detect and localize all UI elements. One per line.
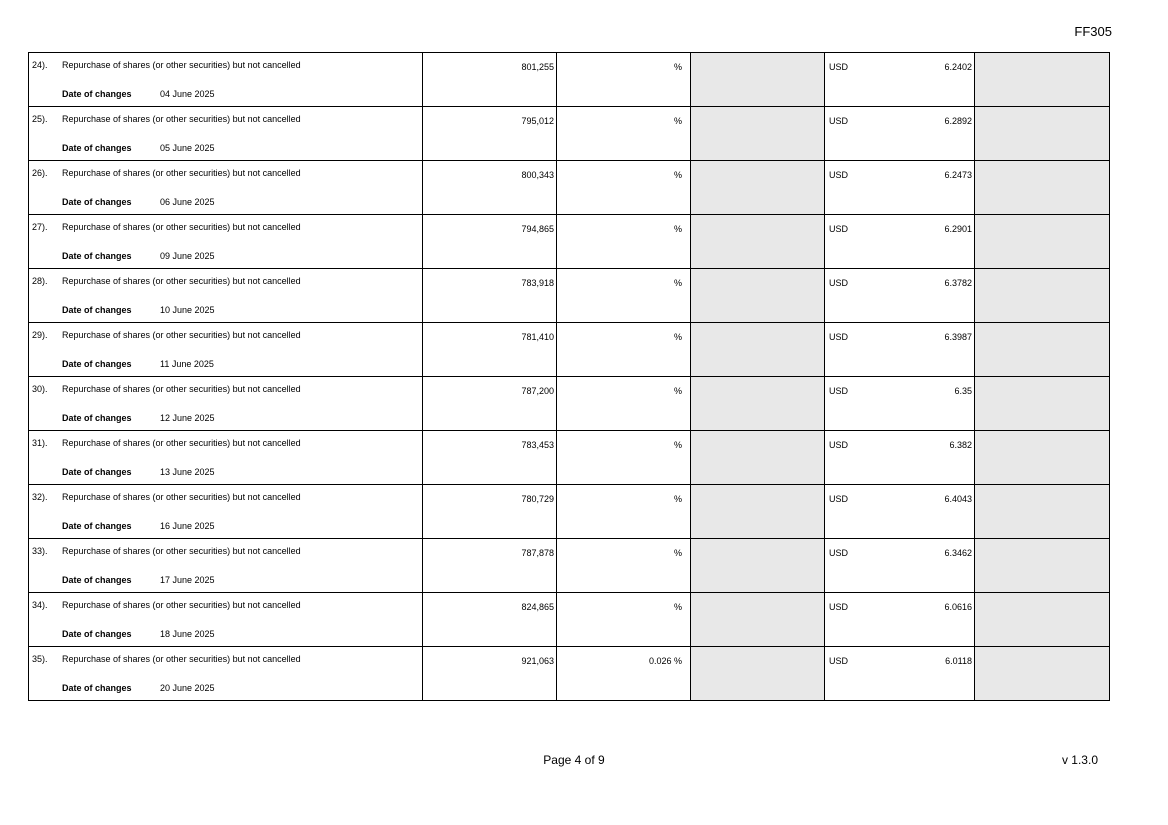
table-body <box>29 53 1110 701</box>
shares-cell <box>423 215 557 269</box>
shaded-cell <box>975 377 1110 431</box>
row-sequence: 29). <box>32 330 48 340</box>
percent-cell <box>557 377 691 431</box>
shares-cell <box>423 161 557 215</box>
date-of-changes-label: Date of changes <box>62 683 132 693</box>
description-cell <box>29 377 423 431</box>
table-row <box>29 539 1110 593</box>
row-sequence: 27). <box>32 222 48 232</box>
shaded-cell <box>691 269 825 323</box>
description-cell <box>29 431 423 485</box>
table-row <box>29 377 1110 431</box>
shares-value: 801,255 <box>521 62 554 72</box>
row-sequence: 26). <box>32 168 48 178</box>
shares-cell <box>423 485 557 539</box>
shares-cell <box>423 53 557 107</box>
description-cell <box>29 323 423 377</box>
price-value: 6.2473 <box>944 170 972 180</box>
shares-value: 800,343 <box>521 170 554 180</box>
price-value: 6.3782 <box>944 278 972 288</box>
description-cell <box>29 107 423 161</box>
row-sequence: 33). <box>32 546 48 556</box>
price-value: 6.2901 <box>944 224 972 234</box>
shaded-cell <box>975 323 1110 377</box>
description-cell <box>29 539 423 593</box>
shaded-cell <box>691 215 825 269</box>
table-row <box>29 161 1110 215</box>
currency-value: USD <box>829 602 849 612</box>
share-changes-table <box>28 52 1110 701</box>
shares-value: 824,865 <box>521 602 554 612</box>
date-of-changes-value: 11 June 2025 <box>160 359 214 369</box>
date-of-changes-label: Date of changes <box>62 467 132 477</box>
price-value: 6.2892 <box>944 116 972 126</box>
percent-value: % <box>673 224 682 234</box>
shares-cell <box>423 377 557 431</box>
date-of-changes-label: Date of changes <box>62 143 132 153</box>
description-cell <box>29 161 423 215</box>
shares-cell <box>423 647 557 701</box>
shares-value: 780,729 <box>521 494 554 504</box>
table-row <box>29 593 1110 647</box>
version-label: v 1.3.0 <box>1061 753 1098 767</box>
currency-cell <box>825 269 975 323</box>
percent-value: % <box>673 548 682 558</box>
currency-value: USD <box>829 494 849 504</box>
shares-cell <box>423 593 557 647</box>
shaded-cell <box>691 377 825 431</box>
shares-cell <box>423 323 557 377</box>
event-description: Repurchase of shares (or other securities) but not cancelled <box>62 276 301 286</box>
shaded-cell <box>691 107 825 161</box>
percent-cell <box>557 431 691 485</box>
shaded-cell <box>691 485 825 539</box>
currency-cell <box>825 53 975 107</box>
shaded-cell <box>975 593 1110 647</box>
date-of-changes-value: 04 June 2025 <box>160 89 215 99</box>
currency-value: USD <box>829 386 849 396</box>
description-cell <box>29 215 423 269</box>
event-description: Repurchase of shares (or other securities) but not cancelled <box>62 384 301 394</box>
table-row <box>29 215 1110 269</box>
currency-value: USD <box>829 440 849 450</box>
currency-cell <box>825 593 975 647</box>
date-of-changes-label: Date of changes <box>62 521 132 531</box>
currency-cell <box>825 377 975 431</box>
date-of-changes-value: 13 June 2025 <box>160 467 215 477</box>
shares-value: 921,063 <box>521 656 554 666</box>
shaded-cell <box>975 215 1110 269</box>
percent-value: % <box>673 62 682 72</box>
table-row <box>29 323 1110 377</box>
percent-value: % <box>673 494 682 504</box>
date-of-changes-label: Date of changes <box>62 629 132 639</box>
shares-value: 787,878 <box>521 548 554 558</box>
date-of-changes-value: 17 June 2025 <box>160 575 215 585</box>
shaded-cell <box>691 161 825 215</box>
date-of-changes-value: 09 June 2025 <box>160 251 215 261</box>
event-description: Repurchase of shares (or other securities) but not cancelled <box>62 60 301 70</box>
currency-value: USD <box>829 170 849 180</box>
shaded-cell <box>975 161 1110 215</box>
date-of-changes-label: Date of changes <box>62 89 132 99</box>
percent-value: % <box>673 332 682 342</box>
shares-cell <box>423 539 557 593</box>
shares-value: 783,918 <box>521 278 554 288</box>
currency-cell <box>825 161 975 215</box>
percent-value: % <box>673 116 682 126</box>
price-value: 6.3987 <box>944 332 972 342</box>
description-cell <box>29 269 423 323</box>
date-of-changes-value: 05 June 2025 <box>160 143 215 153</box>
percent-value: % <box>673 170 682 180</box>
currency-value: USD <box>829 278 849 288</box>
percent-cell <box>557 53 691 107</box>
shares-cell <box>423 431 557 485</box>
description-cell <box>29 53 423 107</box>
event-description: Repurchase of shares (or other securities) but not cancelled <box>62 654 301 664</box>
shaded-cell <box>975 269 1110 323</box>
event-description: Repurchase of shares (or other securities) but not cancelled <box>62 546 301 556</box>
date-of-changes-value: 16 June 2025 <box>160 521 215 531</box>
percent-cell <box>557 161 691 215</box>
percent-cell <box>557 593 691 647</box>
percent-cell <box>557 647 691 701</box>
date-of-changes-label: Date of changes <box>62 305 132 315</box>
event-description: Repurchase of shares (or other securities) but not cancelled <box>62 222 301 232</box>
shares-value: 783,453 <box>521 440 554 450</box>
shaded-cell <box>975 539 1110 593</box>
percent-cell <box>557 107 691 161</box>
date-of-changes-value: 18 June 2025 <box>160 629 215 639</box>
row-sequence: 35). <box>32 654 48 664</box>
currency-cell <box>825 215 975 269</box>
row-sequence: 28). <box>32 276 48 286</box>
shaded-cell <box>975 53 1110 107</box>
currency-value: USD <box>829 62 849 72</box>
currency-cell <box>825 323 975 377</box>
currency-cell <box>825 485 975 539</box>
table-row <box>29 647 1110 701</box>
date-of-changes-label: Date of changes <box>62 359 132 369</box>
event-description: Repurchase of shares (or other securities) but not cancelled <box>62 168 301 178</box>
currency-cell <box>825 647 975 701</box>
table-row <box>29 107 1110 161</box>
shaded-cell <box>691 323 825 377</box>
table-row <box>29 53 1110 107</box>
price-value: 6.382 <box>949 440 972 450</box>
price-value: 6.4043 <box>944 494 972 504</box>
date-of-changes-label: Date of changes <box>62 251 132 261</box>
percent-value: % <box>673 386 682 396</box>
table-row <box>29 485 1110 539</box>
percent-cell <box>557 269 691 323</box>
table-row <box>29 269 1110 323</box>
price-value: 6.2402 <box>944 62 972 72</box>
event-description: Repurchase of shares (or other securities) but not cancelled <box>62 492 301 502</box>
currency-cell <box>825 539 975 593</box>
percent-cell <box>557 323 691 377</box>
row-sequence: 31). <box>32 438 48 448</box>
percent-cell <box>557 215 691 269</box>
shaded-cell <box>691 539 825 593</box>
currency-cell <box>825 107 975 161</box>
date-of-changes-value: 20 June 2025 <box>160 683 215 693</box>
event-description: Repurchase of shares (or other securities) but not cancelled <box>62 114 301 124</box>
description-cell <box>29 647 423 701</box>
currency-value: USD <box>829 332 849 342</box>
shaded-cell <box>975 431 1110 485</box>
percent-value: 0.026 % <box>648 656 682 666</box>
shaded-cell <box>975 107 1110 161</box>
description-cell <box>29 485 423 539</box>
row-sequence: 30). <box>32 384 48 394</box>
shaded-cell <box>691 593 825 647</box>
row-sequence: 25). <box>32 114 48 124</box>
shares-cell <box>423 269 557 323</box>
price-value: 6.3462 <box>944 548 972 558</box>
shares-value: 795,012 <box>521 116 554 126</box>
shares-cell <box>423 107 557 161</box>
date-of-changes-value: 12 June 2025 <box>160 413 215 423</box>
description-cell <box>29 593 423 647</box>
shares-value: 781,410 <box>521 332 554 342</box>
percent-value: % <box>673 278 682 288</box>
currency-cell <box>825 431 975 485</box>
percent-value: % <box>673 602 682 612</box>
row-sequence: 32). <box>32 492 48 502</box>
date-of-changes-value: 06 June 2025 <box>160 197 215 207</box>
date-of-changes-value: 10 June 2025 <box>160 305 215 315</box>
row-sequence: 24). <box>32 60 48 70</box>
shares-value: 794,865 <box>521 224 554 234</box>
currency-value: USD <box>829 548 849 558</box>
price-value: 6.0118 <box>945 656 972 666</box>
page-number: Page 4 of 9 <box>543 753 605 767</box>
date-of-changes-label: Date of changes <box>62 413 132 423</box>
table-row <box>29 431 1110 485</box>
shaded-cell <box>691 431 825 485</box>
event-description: Repurchase of shares (or other securities) but not cancelled <box>62 330 301 340</box>
event-description: Repurchase of shares (or other securities) but not cancelled <box>62 438 301 448</box>
form-code: FF305 <box>1074 24 1112 39</box>
price-value: 6.35 <box>954 386 972 396</box>
percent-cell <box>557 485 691 539</box>
price-value: 6.0616 <box>944 602 972 612</box>
date-of-changes-label: Date of changes <box>62 197 132 207</box>
shaded-cell <box>975 485 1110 539</box>
currency-value: USD <box>829 224 849 234</box>
row-sequence: 34). <box>32 600 48 610</box>
shaded-cell <box>691 53 825 107</box>
currency-value: USD <box>829 116 849 126</box>
shaded-cell <box>691 647 825 701</box>
shaded-cell <box>975 647 1110 701</box>
date-of-changes-label: Date of changes <box>62 575 132 585</box>
shares-value: 787,200 <box>521 386 554 396</box>
percent-value: % <box>673 440 682 450</box>
currency-value: USD <box>829 656 849 666</box>
percent-cell <box>557 539 691 593</box>
event-description: Repurchase of shares (or other securities) but not cancelled <box>62 600 301 610</box>
